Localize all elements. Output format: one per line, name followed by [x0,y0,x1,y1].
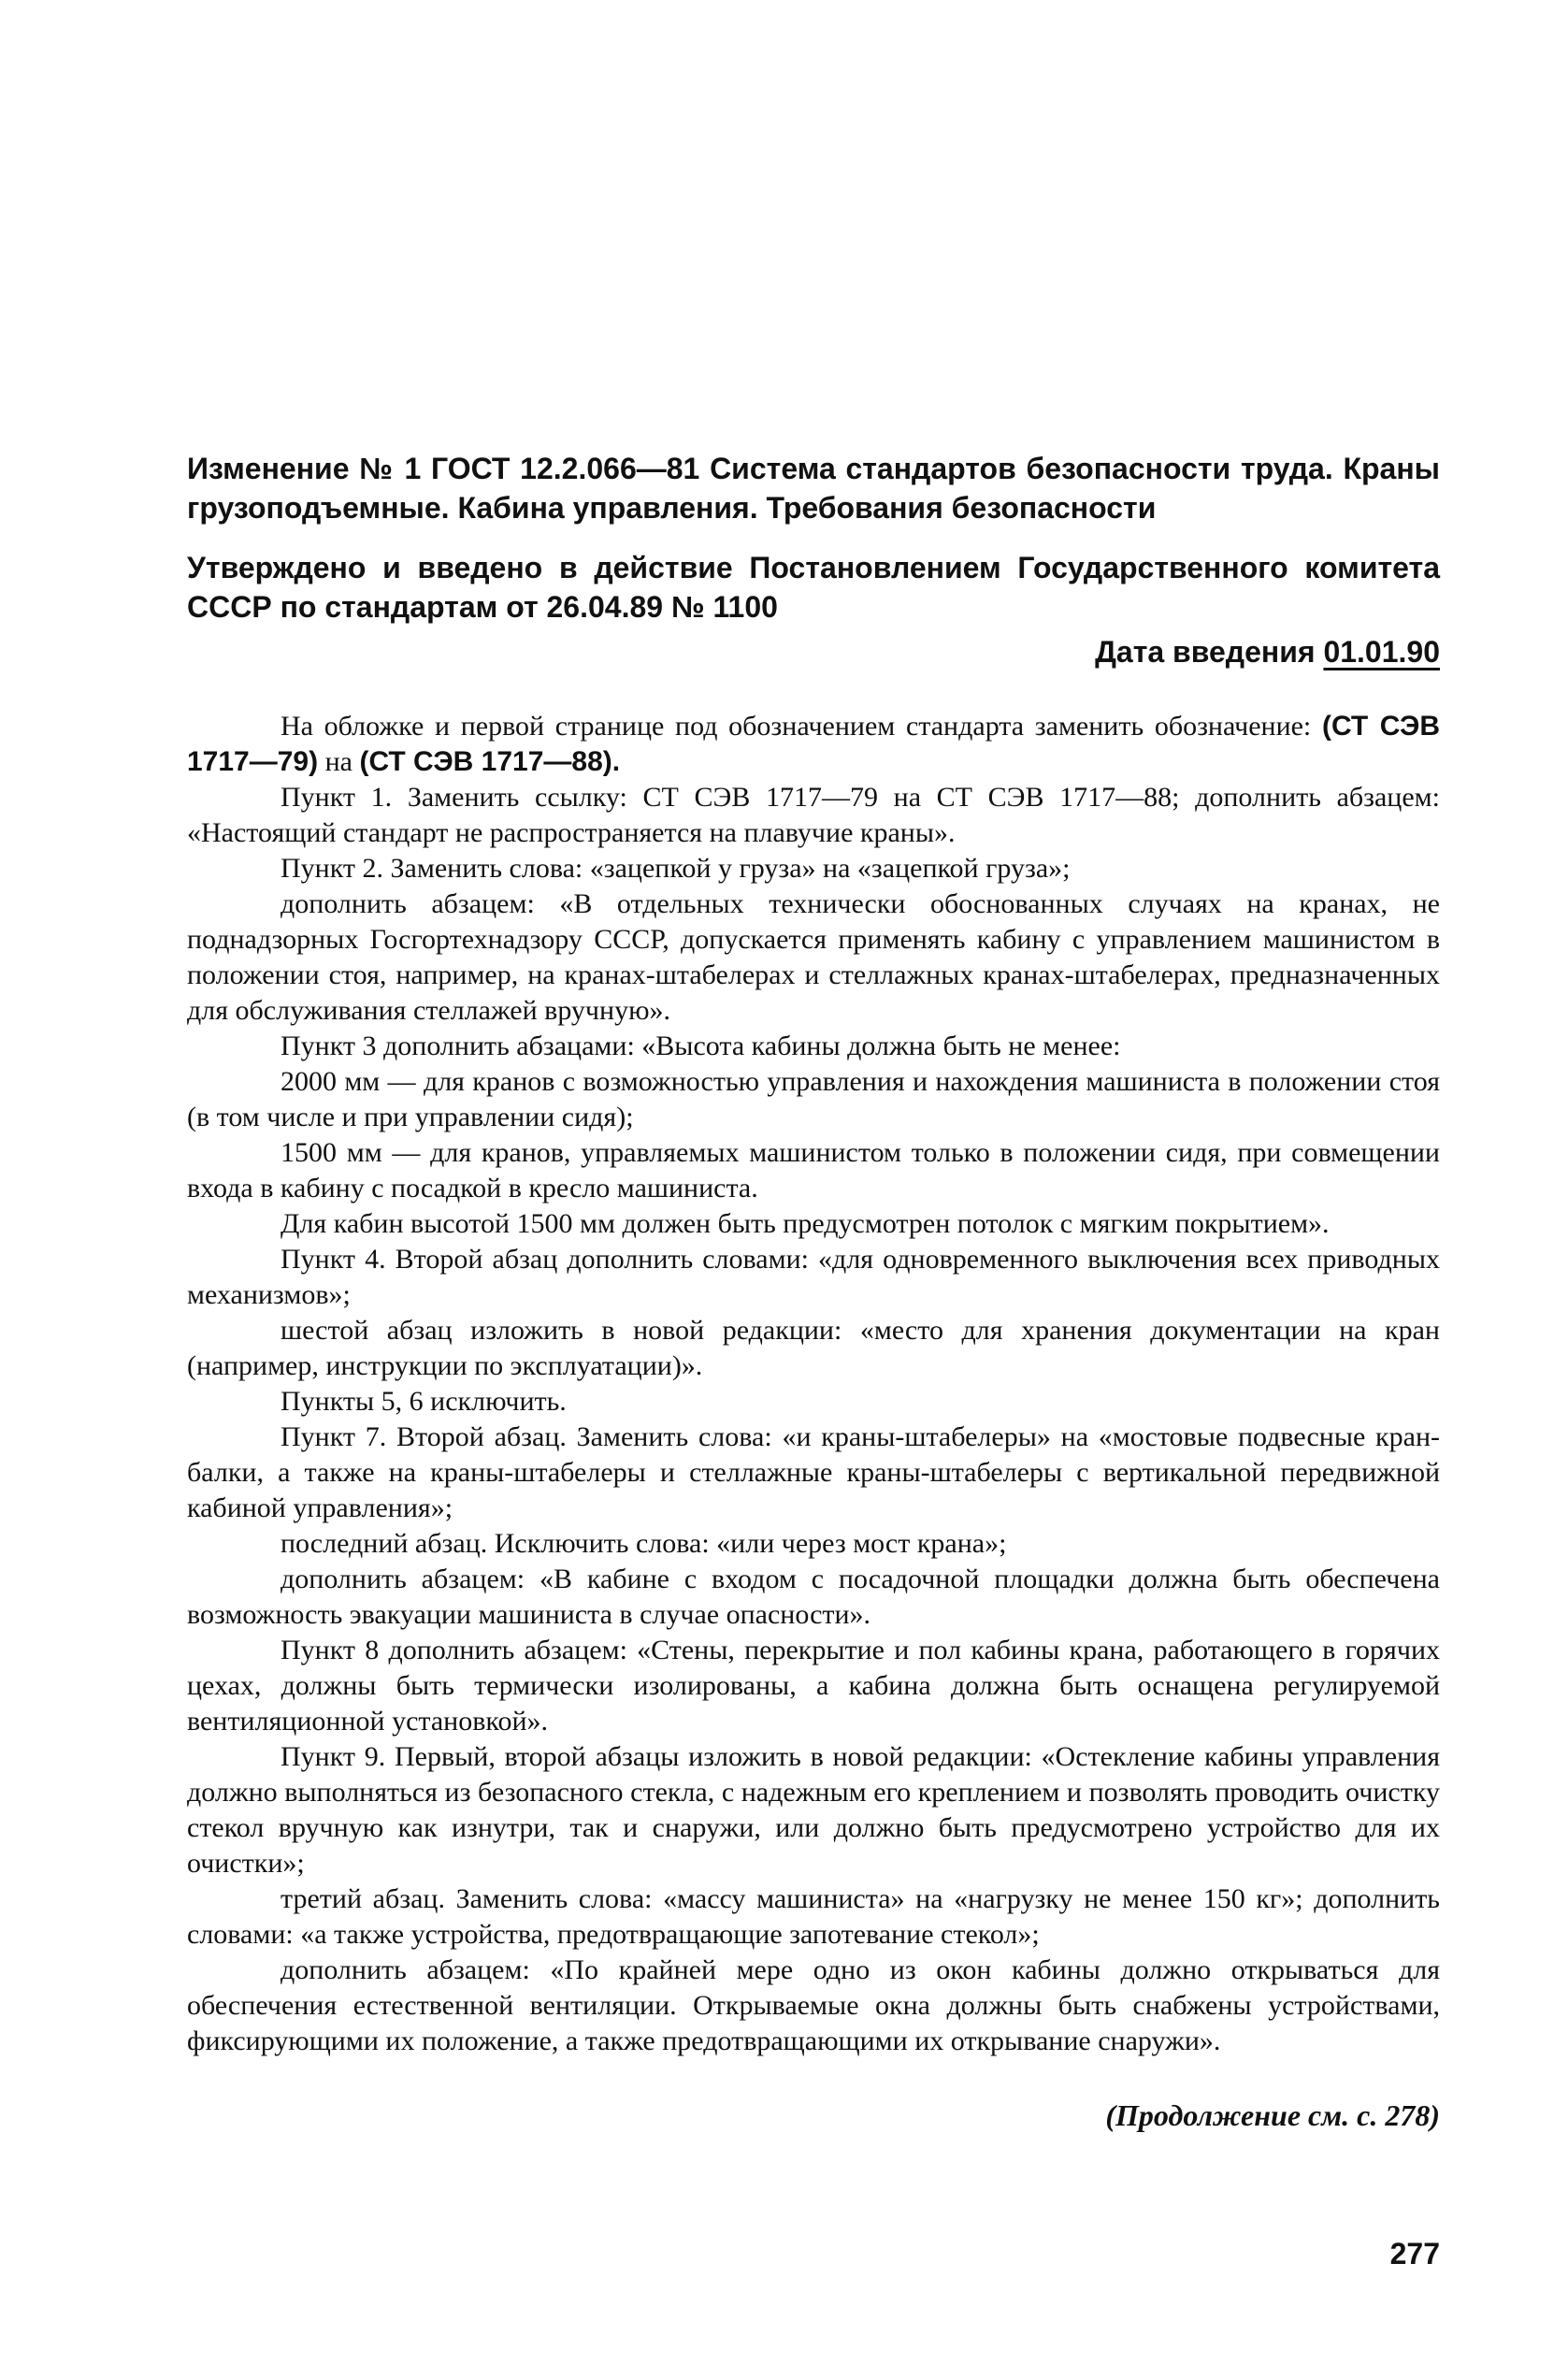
paragraph: Пункт 8 дополнить абзацем: «Стены, перекрытие и пол кабины крана, работающего в горячих цехах, должны быть термически изолированы, а кабина должна быть оснащена регулируемой вентиляционной установкой». [187,1635,1440,1737]
paragraph: шестой абзац изложить в новой редакции: «место для хранения документации на кран (например, инструкции по эксплуатации)». [187,1315,1440,1381]
continuation-note: (Продолжение см. с. 278) [1105,2098,1440,2132]
paragraph: Пункт 9. Первый, второй абзацы изложить в новой редакции: «Остекление кабины управления должно выполняться из безопасного стекла, с надежным его креплением и позволять проводить очистку стекол вручную как изнутри, так и снаружи, или должно быть предусмотрено устройство для их очистки»; [187,1741,1440,1879]
new-designation: (СТ СЭВ 1717—88). [359,746,621,777]
paragraph-text: На обложке и первой странице под обозначением стандарта заменить обозначение: [281,711,1322,742]
paragraph: Пункт 1. Заменить ссылку: СТ СЭВ 1717—79 на СТ СЭВ 1717—88; дополнить абзацем: «Настоящий стандарт не распространяется на плавучие краны». [187,782,1440,848]
paragraph: дополнить абзацем: «В отдельных технически обоснованных случаях на кранах, не поднадзорных Госгортехнадзору СССР, допускается применять кабину с управлением машинистом в положении стоя, например, на кранах-штабелерах и стеллажных кранах-штабелерах, предназначенных для обслуживания стеллажей вручную». [187,888,1440,1026]
paragraph: дополнить абзацем: «По крайней мере одно из окон кабины должно открываться для обеспечения естественной вентиляции. Открываемые окна должны быть снабжены устройствами, фиксирующими их положение, а также предотвращающими их открывание снаружи». [187,1954,1440,2056]
paragraph: дополнить абзацем: «В кабине с входом с посадочной площадки должна быть обеспечена возможность эвакуации машиниста в случае опасности». [187,1564,1440,1630]
effective-date-label: Дата введения [1095,635,1324,669]
paragraph: третий абзац. Заменить слова: «массу машиниста» на «нагрузку не менее 150 кг»; дополнить словами: «а также устройства, предотвращающие запотевание стекол»; [187,1883,1440,1950]
paragraph-text: на [318,746,360,777]
old-designation: (СТ СЭВ 1717—79) [187,711,1440,777]
paragraph: Для кабин высотой 1500 мм должен быть предусмотрен потолок с мягким покрытием». [281,1208,1330,1239]
paragraph: 2000 мм — для кранов с возможностью управления и нахождения машиниста в положении стоя (в том числе и при управлении сидя); [187,1066,1440,1132]
paragraph [187,709,1440,780]
paragraph: Пункт 3 дополнить абзацами: «Высота кабины должна быть не менее: [281,1031,1121,1061]
document-title: Изменение № 1 ГОСТ 12.2.066—81 Система стандартов безопасности труда. Краны грузоподъемные. Кабина управления. Требования безопасности [187,452,1440,525]
paragraph: Пункт 2. Заменить слова: «зацепкой у груза» на «зацепкой груза»; [281,853,1071,884]
paragraph: 1500 мм — для кранов, управляемых машинистом только в положении сидя, при совмещении входа в кабину с посадкой в кресло машиниста. [187,1137,1440,1204]
paragraph: Пункты 5, 6 исключить. [281,1386,567,1417]
paragraph: Пункт 4. Второй абзац дополнить словами: «для одновременного выключения всех приводных механизмов»; [187,1244,1440,1310]
effective-date-value: 01.01.90 [1323,635,1440,669]
page-number: 277 [1389,2237,1440,2270]
approval-statement: Утверждено и введено в действие Постановлением Государственного комитета СССР по стандартам от 26.04.89 № 1100 [187,551,1440,624]
paragraph: Пункт 7. Второй абзац. Заменить слова: «и краны-штабелеры» на «мостовые подвесные кран-балки, а также на краны-штабелеры и стеллажные краны-штабелеры с вертикальной передвижной кабиной управления»; [187,1421,1440,1523]
paragraph: последний абзац. Исключить слова: «или через мост крана»; [281,1528,1007,1559]
effective-date [187,632,1440,671]
amendment-body [187,709,1440,2059]
document-page [187,449,1440,2134]
